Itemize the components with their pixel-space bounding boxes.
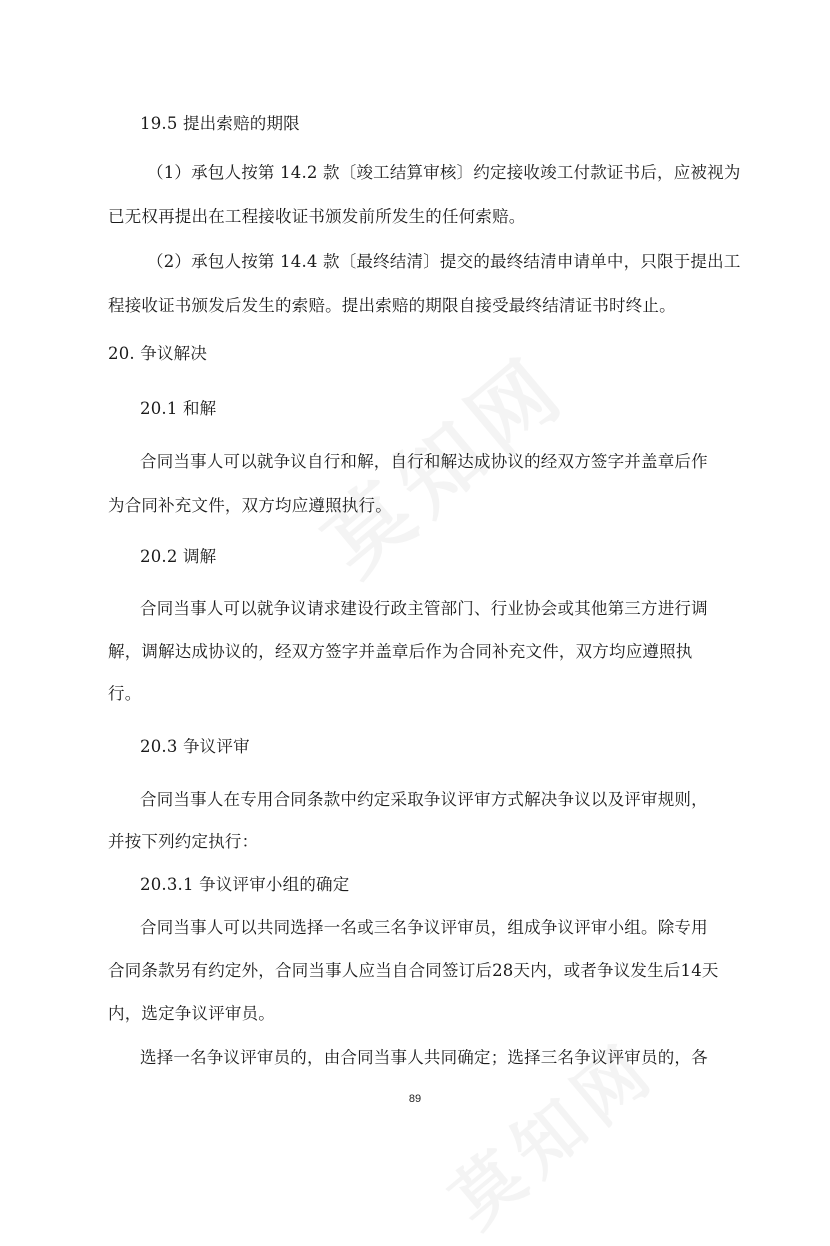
paragraph-line: （2）承包人按第 14.4 款〔最终结清〕提交的最终结清申请单中，只限于提出工 (147, 252, 741, 271)
paragraph-line: 已无权再提出在工程接收证书颁发前所发生的任何索赔。 (108, 207, 526, 226)
section-heading-20-1: 20.1 和解 (140, 399, 217, 418)
paragraph-line: 解，调解达成协议的，经双方签字并盖章后作为合同补充文件，双方均应遵照执 (108, 642, 693, 661)
paragraph-line: 程接收证书颁发后发生的索赔。提出索赔的期限自接受最终结清证书时终止。 (108, 296, 676, 315)
paragraph-line: 合同当事人可以就争议自行和解，自行和解达成协议的经双方签字并盖章后作 (140, 452, 708, 471)
section-heading-20: 20. 争议解决 (108, 344, 208, 363)
section-heading-20-3: 20.3 争议评审 (140, 737, 250, 756)
paragraph-line: 内，选定争议评审员。 (108, 1004, 275, 1023)
paragraph-line: 为合同补充文件，双方均应遵照执行。 (108, 496, 392, 515)
section-heading-20-2: 20.2 调解 (140, 547, 217, 566)
section-heading-19-5: 19.5 提出索赔的期限 (140, 114, 300, 133)
paragraph-line: 合同条款另有约定外，合同当事人应当自合同签订后28天内，或者争议发生后14天 (108, 961, 719, 980)
section-heading-20-3-1: 20.3.1 争议评审小组的确定 (140, 875, 350, 894)
paragraph-line: 行。 (108, 684, 142, 703)
paragraph-line: （1）承包人按第 14.2 款〔竣工结算审核〕约定接收竣工付款证书后，应被视为 (147, 163, 741, 182)
paragraph-line: 合同当事人可以共同选择一名或三名争议评审员，组成争议评审小组。除专用 (140, 918, 708, 937)
paragraph-line: 合同当事人在专用合同条款中约定采取争议评审方式解决争议以及评审规则， (140, 790, 708, 809)
paragraph-line: 选择一名争议评审员的，由合同当事人共同确定；选择三名争议评审员的，各 (140, 1048, 708, 1067)
page-number: 89 (408, 1093, 422, 1105)
paragraph-line: 合同当事人可以就争议请求建设行政主管部门、行业协会或其他第三方进行调 (140, 599, 708, 618)
paragraph-line: 并按下列约定执行： (108, 832, 259, 851)
